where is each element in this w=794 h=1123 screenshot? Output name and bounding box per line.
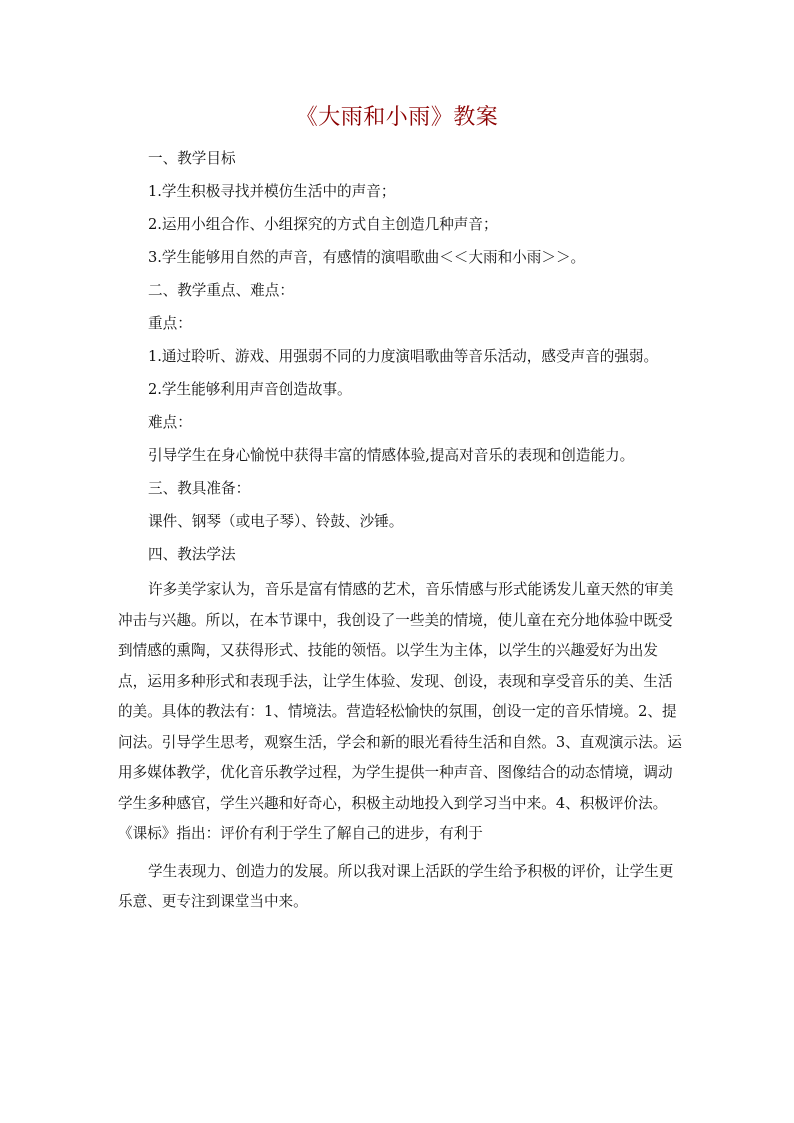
methods-paragraph-continued: 学生表现力、创造力的发展。所以我对课上活跃的学生给予积极的评价，让学生更乐意、更专注到课堂当中来。	[118, 862, 674, 910]
section-heading-objectives: 一、教学目标	[148, 150, 236, 167]
section-heading-materials: 三、教具准备：	[148, 480, 251, 497]
subheading-difficult: 难点：	[148, 414, 192, 431]
objective-item: 3.学生能够用自然的声音，有感情的演唱歌曲＜＜大雨和小雨＞＞。	[148, 249, 586, 266]
document-title: 《大雨和小雨》教案	[295, 105, 499, 130]
materials-list: 课件、钢琴（或电子琴）、铃鼓、沙锤。	[148, 513, 404, 530]
key-point-item: 2.学生能够利用声音创造故事。	[148, 381, 352, 398]
methods-paragraph: 许多美学家认为，音乐是富有情感的艺术，音乐情感与形式能诱发儿童天然的审美冲击与兴趣。所以，在本节课中，我创设了一些美的情境，使儿童在充分地体验中既受到情感的熏陶，又获得形式、技能的领悟。以学生为主体，以学生的兴趣爱好为出发点，运用多种形式和表现手法，让学生体验、发现、创设，表现和享受音乐的美、生活的美。具体的教法有：1、情境法。营造轻松愉快的氛围，创设一定的音乐情境。2、提问法。引导学生思考，观察生活，学会和新的眼光看待生活和自然。3、直观演示法。运用多媒体教学，优化音乐教学过程，为学生提供一种声音、图像结合的动态情境，调动学生多种感官，学生兴趣和好奇心，积极主动地投入到学习当中来。4、积极评价法。《课标》指出：评价有利于学生了解自己的进步，有利于	[118, 581, 682, 842]
document-body	[118, 146, 684, 925]
subheading-key: 重点：	[148, 315, 192, 332]
section-heading-key-points: 二、教学重点、难点：	[148, 282, 294, 299]
key-point-item: 1.通过聆听、游戏、用强弱不同的力度演唱歌曲等音乐活动，感受声音的强弱。	[148, 348, 659, 365]
difficult-point-item: 引导学生在身心愉悦中获得丰富的情感体验,提高对音乐的表现和创造能力。	[148, 447, 635, 464]
objective-item: 2.运用小组合作、小组探究的方式自主创造几种声音；	[148, 216, 498, 233]
section-heading-methods: 四、教法学法	[148, 546, 236, 563]
objective-item: 1.学生积极寻找并模仿生活中的声音；	[148, 183, 396, 200]
